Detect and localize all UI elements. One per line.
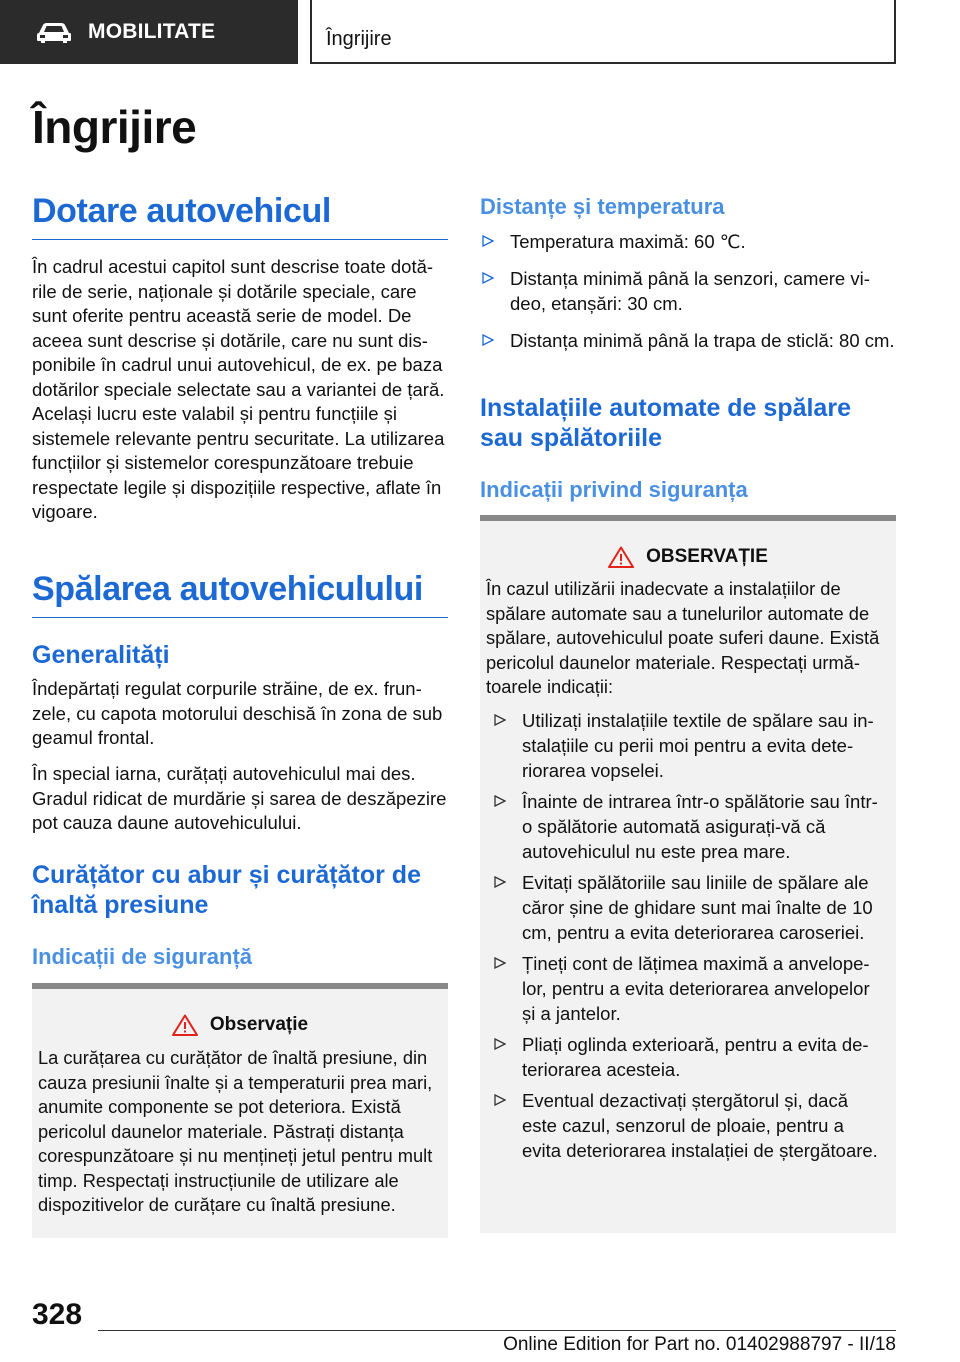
warning-triangle-icon bbox=[608, 546, 634, 568]
header-section-label: MOBILITATE bbox=[88, 20, 216, 43]
list-item: Eventual dezactivați ștergătorul și, dacă este cazul, senzorul de ploaie, pentru a evita deteriorarea instalației de ștergătoare. bbox=[492, 1088, 886, 1163]
generalitati-text-2: În special iarna, curățați autovehiculul mai des. Gradul ridicat de murdărie și sarea de deszăpezire pot cauza daune autovehiculului. bbox=[32, 763, 447, 833]
warning-box-curatator bbox=[32, 983, 448, 1238]
generalitati-text-1: Îndepărtați regulat corpurile străine, de ex. frunzele, cu capota motorului deschisă în zona de sub geamul frontal. bbox=[32, 678, 443, 748]
distante-list bbox=[480, 229, 896, 353]
dotare-text: În cadrul acestui capitol sunt descrise toate dotările de serie, naționale și dotările speciale, care sunt oferite pentru această serie de model. De aceea sunt descrise și dotările, care nu sunt disponibile în cadrul unui autovehicul, de ex. pe baza dotărilor speciale selectate sau a variantei de țară. Același lucru este valabil și pentru funcțiile și sistemele relevante pentru securitate. La utilizarea funcțiilor și sistemelor corespunzătoare trebuie respectate legile și dispozițiile respective, aflate în vigoare. bbox=[32, 256, 445, 522]
list-item: Evitați spălătoriile sau liniile de spălare ale căror șine de ghidare sunt mai înalte de 10 cm, pentru a evita deteriorarea caroseriei. bbox=[492, 870, 886, 945]
warning-triangle-icon bbox=[172, 1014, 198, 1036]
list-item: Utilizați instalațiile textile de spălare sau instalațiile cu perii moi pentru a evita deteriorarea vopselei. bbox=[492, 708, 886, 783]
list-item: Pliați oglinda exterioară, pentru a evita deteriorarea acesteia. bbox=[492, 1032, 886, 1082]
list-item: Țineți cont de lățimea maximă a anvelopelor, pentru a evita deteriorarea anvelopelor și a jantelor. bbox=[492, 951, 886, 1026]
warning-title bbox=[480, 546, 896, 568]
heading-indicatii-privind-siguranta: Indicații privind siguranța bbox=[480, 477, 748, 502]
triangle-bullet-icon bbox=[494, 957, 506, 969]
header-section-tab bbox=[0, 0, 298, 64]
triangle-bullet-icon bbox=[482, 235, 494, 247]
warning-list bbox=[480, 700, 896, 1163]
heading-generalitati: Generalități bbox=[32, 641, 170, 669]
list-item: Distanța minimă până la trapa de sticlă: 80 cm. bbox=[480, 328, 896, 353]
warning-box-spalatorii bbox=[480, 515, 896, 1233]
page-number: 328 bbox=[32, 1298, 83, 1331]
list-item: Distanța minimă până la senzori, camere video, etanșări: 30 cm. bbox=[480, 266, 896, 316]
heading-distante: Distanțe și temperatura bbox=[480, 194, 725, 219]
warning-title bbox=[32, 1014, 448, 1036]
heading-dotare: Dotare autovehicul bbox=[32, 192, 448, 240]
warning-text: În cazul utilizării inadecvate a instalațiilor de spălare automate sau a tunelurilor automate de spălare, autovehiculul poate suferi daune. Există pericolul daunelor materiale. Respectați următoarele indicații: bbox=[486, 578, 880, 697]
page-title: Îngrijire bbox=[32, 101, 197, 153]
triangle-bullet-icon bbox=[494, 714, 506, 726]
triangle-bullet-icon bbox=[494, 1038, 506, 1050]
footer-divider bbox=[98, 1330, 896, 1331]
car-icon bbox=[36, 21, 72, 43]
list-item: Temperatura maximă: 60 ℃. bbox=[480, 229, 896, 254]
triangle-bullet-icon bbox=[494, 1094, 506, 1106]
warning-title-text: OBSERVAȚIE bbox=[646, 546, 768, 567]
warning-title-text: Observație bbox=[209, 1014, 309, 1035]
triangle-bullet-icon bbox=[482, 272, 494, 284]
triangle-bullet-icon bbox=[482, 334, 494, 346]
footer-edition: Online Edition for Part no. 01402988797 - II/18 bbox=[503, 1334, 896, 1355]
triangle-bullet-icon bbox=[494, 876, 506, 888]
heading-spalarea: Spălarea autovehiculului bbox=[32, 570, 448, 618]
heading-indicatii-siguranta: Indicații de siguranță bbox=[32, 944, 253, 969]
triangle-bullet-icon bbox=[494, 795, 506, 807]
list-item: Înainte de intrarea într-o spălătorie sau într-o spălătorie automată asigurați-vă că autovehiculul nu este prea mare. bbox=[492, 789, 886, 864]
header-chapter: Îngrijire bbox=[310, 0, 896, 64]
warning-text: La curățarea cu curățător de înaltă presiune, din cauza presiunii înalte și a temperaturii prea mari, anumite componente se pot deteriora. Există pericolul daunelor materiale. Păstrați distanța corespunzătoare și nu mențineți jetul pentru mult timp. Respectați instrucțiunile de utilizare ale dispozitivelor de curățare cu înaltă presiune. bbox=[38, 1047, 433, 1215]
heading-curatator: Curățător cu abur și curățător de înaltă presiune bbox=[32, 861, 421, 919]
heading-instalatii: Instalațiile automate de spălare sau spălătoriile bbox=[480, 394, 851, 452]
